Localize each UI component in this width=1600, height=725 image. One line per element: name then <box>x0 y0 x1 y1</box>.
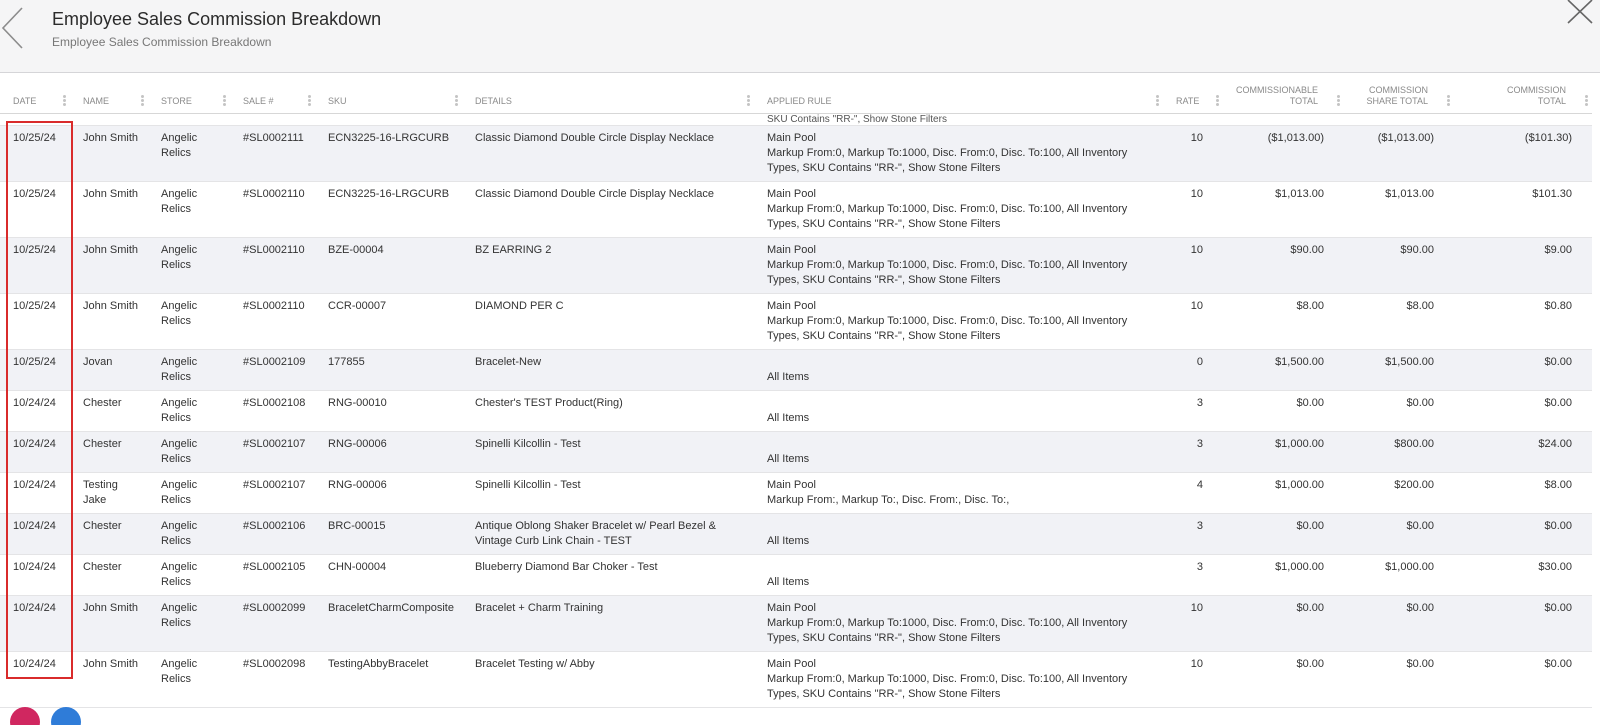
cell-commissionable-total: $1,000.00 <box>1223 554 1344 595</box>
cell-name: Chester <box>70 513 148 554</box>
cell-details: Bracelet-New <box>462 349 754 390</box>
cell-commission-share-total: $200.00 <box>1344 472 1454 513</box>
cell-commission-share-total: $0.00 <box>1344 390 1454 431</box>
cell-store: Angelic Relics <box>148 431 230 472</box>
cell-store: Angelic Relics <box>148 181 230 237</box>
table-row[interactable] <box>0 554 1592 595</box>
rule-title <box>767 560 1157 575</box>
close-button[interactable] <box>1563 0 1595 26</box>
cell-commissionable-total: $0.00 <box>1223 595 1344 651</box>
cell-commission-total: $0.00 <box>1454 513 1592 554</box>
column-resize-handle[interactable] <box>747 95 750 107</box>
rule-title: Main Pool <box>767 478 816 491</box>
table-row[interactable] <box>0 390 1592 431</box>
column-resize-handle[interactable] <box>1156 95 1159 107</box>
cell-store: Angelic Relics <box>148 472 230 513</box>
cell-commissionable-total: $0.00 <box>1223 390 1344 431</box>
column-header-applied-rule[interactable]: APPLIED RULE <box>754 73 1163 113</box>
cell-store: Angelic Relics <box>148 651 230 707</box>
cell-name: John Smith <box>70 595 148 651</box>
cell-sale-number: #SL0002107 <box>230 431 315 472</box>
cell-commission-share-total: $1,500.00 <box>1344 349 1454 390</box>
cell-rate: 10 <box>1163 651 1223 707</box>
cell-details: BZ EARRING 2 <box>462 237 754 293</box>
column-resize-handle[interactable] <box>1337 95 1340 107</box>
cell-details: DIAMOND PER C <box>462 293 754 349</box>
cell-rate: 3 <box>1163 513 1223 554</box>
cell-sale-number: #SL0002109 <box>230 349 315 390</box>
cell-sku: RNG-00006 <box>315 472 462 513</box>
page-title: Employee Sales Commission Breakdown <box>52 9 382 29</box>
cell-commission-share-total: $0.00 <box>1344 513 1454 554</box>
cell-rate: 10 <box>1163 237 1223 293</box>
rule-title: Main Pool <box>767 243 816 256</box>
cell-commissionable-total: $0.00 <box>1223 651 1344 707</box>
cell-date: 10/25/24 <box>0 349 70 390</box>
cell-rate: 10 <box>1163 595 1223 651</box>
table-row[interactable] <box>0 431 1592 472</box>
clipped-rule-text: SKU Contains "RR-", Show Stone Filters <box>767 113 947 125</box>
cell-rate: 0 <box>1163 349 1223 390</box>
rule-title: Main Pool <box>767 601 816 614</box>
rule-title <box>767 355 1157 370</box>
cell-applied-rule <box>754 651 1163 707</box>
cell-commission-share-total: $90.00 <box>1344 237 1454 293</box>
cell-details: Spinelli Kilcollin - Test <box>462 472 754 513</box>
cell-commission-total: $0.00 <box>1454 390 1592 431</box>
rule-description: Markup From:0, Markup To:1000, Disc. From:0, Disc. To:100, All Inventory Types, SKU Contains "RR-", Show Stone Filters <box>767 146 1128 174</box>
cell-commission-total: $0.80 <box>1454 293 1592 349</box>
cell-sku: ECN3225-16-LRGCURB <box>315 125 462 181</box>
cell-commission-total: $0.00 <box>1454 349 1592 390</box>
cell-sale-number: #SL0002099 <box>230 595 315 651</box>
column-header-name[interactable]: NAME <box>70 73 148 113</box>
column-resize-handle[interactable] <box>223 95 226 107</box>
table-row[interactable] <box>0 595 1592 651</box>
cell-commissionable-total: ($1,013.00) <box>1223 125 1344 181</box>
cell-date: 10/25/24 <box>0 181 70 237</box>
cell-name: John Smith <box>70 125 148 181</box>
close-icon <box>1563 0 1595 26</box>
cell-details: Antique Oblong Shaker Bracelet w/ Pearl Bezel & Vintage Curb Link Chain - TEST <box>462 513 754 554</box>
cell-commission-share-total: $1,013.00 <box>1344 181 1454 237</box>
table-header-row <box>0 73 1592 113</box>
cell-sku: ECN3225-16-LRGCURB <box>315 181 462 237</box>
cell-rate: 10 <box>1163 293 1223 349</box>
rule-description: Markup From:0, Markup To:1000, Disc. From:0, Disc. To:100, All Inventory Types, SKU Contains "RR-", Show Stone Filters <box>767 616 1128 644</box>
column-header-sale[interactable]: SALE # <box>230 73 315 113</box>
cell-sale-number: #SL0002110 <box>230 181 315 237</box>
column-resize-handle[interactable] <box>1447 95 1450 107</box>
cell-commission-total: ($101.30) <box>1454 125 1592 181</box>
cell-commissionable-total: $8.00 <box>1223 293 1344 349</box>
table-row[interactable] <box>0 349 1592 390</box>
cell-commission-share-total: $800.00 <box>1344 431 1454 472</box>
column-header-sku[interactable]: SKU <box>315 73 462 113</box>
cell-name: Chester <box>70 554 148 595</box>
cell-commission-total: $9.00 <box>1454 237 1592 293</box>
cell-commissionable-total: $1,500.00 <box>1223 349 1344 390</box>
table-row[interactable] <box>0 472 1592 513</box>
table-row[interactable] <box>0 293 1592 349</box>
cell-sku: RNG-00006 <box>315 431 462 472</box>
cell-name: John Smith <box>70 651 148 707</box>
cell-sku: BZE-00004 <box>315 237 462 293</box>
column-resize-handle[interactable] <box>1216 95 1219 107</box>
cell-name: Chester <box>70 390 148 431</box>
cell-date: 10/24/24 <box>0 431 70 472</box>
cell-rate: 3 <box>1163 390 1223 431</box>
cell-applied-rule <box>754 472 1163 513</box>
column-resize-handle[interactable] <box>308 95 311 107</box>
table-body <box>0 113 1592 707</box>
cell-sale-number: #SL0002110 <box>230 237 315 293</box>
cell-applied-rule <box>754 431 1163 472</box>
cell-sale-number: #SL0002111 <box>230 125 315 181</box>
rule-description: All Items <box>767 534 810 547</box>
cell-store: Angelic Relics <box>148 125 230 181</box>
rule-title <box>767 396 1157 411</box>
cell-date: 10/24/24 <box>0 513 70 554</box>
cell-date: 10/25/24 <box>0 237 70 293</box>
cell-name: John Smith <box>70 237 148 293</box>
cell-date: 10/24/24 <box>0 651 70 707</box>
cell-applied-rule <box>754 237 1163 293</box>
rule-description: Markup From:, Markup To:, Disc. From:, Disc. To:, <box>767 493 1010 506</box>
table-row[interactable] <box>0 651 1592 707</box>
table-row[interactable] <box>0 125 1592 181</box>
commission-table <box>0 73 1592 708</box>
cell-date: 10/25/24 <box>0 293 70 349</box>
cell-commissionable-total: $1,000.00 <box>1223 472 1344 513</box>
cell-sale-number: #SL0002106 <box>230 513 315 554</box>
rule-description: All Items <box>767 452 810 465</box>
cell-sale-number: #SL0002108 <box>230 390 315 431</box>
cell-commission-total: $101.30 <box>1454 181 1592 237</box>
cell-details: Spinelli Kilcollin - Test <box>462 431 754 472</box>
cell-commission-total: $0.00 <box>1454 595 1592 651</box>
cell-commission-share-total: $0.00 <box>1344 651 1454 707</box>
cell-sku: RNG-00010 <box>315 390 462 431</box>
cell-applied-rule <box>754 513 1163 554</box>
cell-store: Angelic Relics <box>148 293 230 349</box>
cell-commissionable-total: $1,013.00 <box>1223 181 1344 237</box>
cell-commissionable-total: $1,000.00 <box>1223 431 1344 472</box>
column-header-store[interactable]: STORE <box>148 73 230 113</box>
cell-sku: 177855 <box>315 349 462 390</box>
cell-date: 10/24/24 <box>0 554 70 595</box>
rule-title <box>767 519 1157 534</box>
column-resize-handle[interactable] <box>63 95 66 107</box>
cell-name: John Smith <box>70 293 148 349</box>
cell-date: 10/24/24 <box>0 595 70 651</box>
modal-header <box>0 0 1600 73</box>
column-header-date[interactable]: DATE <box>0 73 70 113</box>
cell-date: 10/24/24 <box>0 390 70 431</box>
rule-description: Markup From:0, Markup To:1000, Disc. From:0, Disc. To:100, All Inventory Types, SKU Contains "RR-", Show Stone Filters <box>767 202 1128 230</box>
cell-store: Angelic Relics <box>148 513 230 554</box>
commission-table-container[interactable] <box>0 73 1600 725</box>
cell-details: Bracelet + Charm Training <box>462 595 754 651</box>
column-resize-handle[interactable] <box>1585 95 1588 107</box>
cell-applied-rule <box>754 181 1163 237</box>
cell-store: Angelic Relics <box>148 349 230 390</box>
cell-sku: BraceletCharmComposite <box>315 595 462 651</box>
column-header-commissionable-total[interactable]: COMMISSIONABLE TOTAL <box>1223 73 1344 113</box>
column-header-commission-share-total[interactable]: COMMISSION SHARE TOTAL <box>1344 73 1454 113</box>
cell-date: 10/25/24 <box>0 125 70 181</box>
cell-details: Bracelet Testing w/ Abby <box>462 651 754 707</box>
rule-description: All Items <box>767 411 810 424</box>
cell-commission-total: $30.00 <box>1454 554 1592 595</box>
cell-rate: 10 <box>1163 181 1223 237</box>
table-row[interactable] <box>0 181 1592 237</box>
cell-rate: 3 <box>1163 554 1223 595</box>
column-header-rate[interactable]: RATE <box>1163 73 1223 113</box>
column-header-commission-total[interactable]: COMMISSION TOTAL <box>1454 73 1592 113</box>
cell-name: Jovan <box>70 349 148 390</box>
rule-title: Main Pool <box>767 657 816 670</box>
cell-sku: TestingAbbyBracelet <box>315 651 462 707</box>
rule-description: Markup From:0, Markup To:1000, Disc. From:0, Disc. To:100, All Inventory Types, SKU Contains "RR-", Show Stone Filters <box>767 672 1128 700</box>
rule-title: Main Pool <box>767 299 816 312</box>
cell-commission-share-total: $1,000.00 <box>1344 554 1454 595</box>
cell-sale-number: #SL0002098 <box>230 651 315 707</box>
cell-applied-rule <box>754 390 1163 431</box>
cell-applied-rule <box>754 349 1163 390</box>
cell-applied-rule <box>754 554 1163 595</box>
back-button[interactable] <box>0 6 30 52</box>
cell-commission-total: $24.00 <box>1454 431 1592 472</box>
cell-applied-rule <box>754 125 1163 181</box>
cell-name: John Smith <box>70 181 148 237</box>
rule-description: Markup From:0, Markup To:1000, Disc. From:0, Disc. To:100, All Inventory Types, SKU Contains "RR-", Show Stone Filters <box>767 258 1128 286</box>
column-resize-handle[interactable] <box>455 95 458 107</box>
page-subtitle: Employee Sales Commission Breakdown <box>52 35 272 49</box>
cell-rate: 4 <box>1163 472 1223 513</box>
rule-title: Main Pool <box>767 187 816 200</box>
cell-name: Chester <box>70 431 148 472</box>
rule-description: All Items <box>767 575 810 588</box>
cell-rate: 3 <box>1163 431 1223 472</box>
cell-store: Angelic Relics <box>148 595 230 651</box>
cell-store: Angelic Relics <box>148 390 230 431</box>
cell-details: Chester's TEST Product(Ring) <box>462 390 754 431</box>
cell-name: Testing Jake <box>70 472 148 513</box>
column-resize-handle[interactable] <box>141 95 144 107</box>
cell-applied-rule <box>754 293 1163 349</box>
rule-title: Main Pool <box>767 131 816 144</box>
table-row-clipped <box>0 113 1592 125</box>
cell-commissionable-total: $90.00 <box>1223 237 1344 293</box>
column-header-details[interactable]: DETAILS <box>462 73 754 113</box>
rule-description: Markup From:0, Markup To:1000, Disc. From:0, Disc. To:100, All Inventory Types, SKU Contains "RR-", Show Stone Filters <box>767 314 1128 342</box>
cell-commission-share-total: $8.00 <box>1344 293 1454 349</box>
table-row[interactable] <box>0 237 1592 293</box>
cell-sale-number: #SL0002105 <box>230 554 315 595</box>
cell-details: Classic Diamond Double Circle Display Necklace <box>462 125 754 181</box>
cell-applied-rule <box>754 595 1163 651</box>
cell-commission-total: $8.00 <box>1454 472 1592 513</box>
cell-rate: 10 <box>1163 125 1223 181</box>
cell-details: Blueberry Diamond Bar Choker - Test <box>462 554 754 595</box>
cell-commission-total: $0.00 <box>1454 651 1592 707</box>
cell-sale-number: #SL0002107 <box>230 472 315 513</box>
cell-store: Angelic Relics <box>148 237 230 293</box>
cell-details: Classic Diamond Double Circle Display Necklace <box>462 181 754 237</box>
cell-sku: CHN-00004 <box>315 554 462 595</box>
chevron-left-icon <box>0 6 30 52</box>
cell-sku: CCR-00007 <box>315 293 462 349</box>
cell-sale-number: #SL0002110 <box>230 293 315 349</box>
cell-store: Angelic Relics <box>148 554 230 595</box>
cell-commission-share-total: ($1,013.00) <box>1344 125 1454 181</box>
rule-description: All Items <box>767 370 810 383</box>
table-row[interactable] <box>0 513 1592 554</box>
cell-commissionable-total: $0.00 <box>1223 513 1344 554</box>
cell-date: 10/24/24 <box>0 472 70 513</box>
cell-commission-share-total: $0.00 <box>1344 595 1454 651</box>
cell-sku: BRC-00015 <box>315 513 462 554</box>
rule-title <box>767 437 1157 452</box>
